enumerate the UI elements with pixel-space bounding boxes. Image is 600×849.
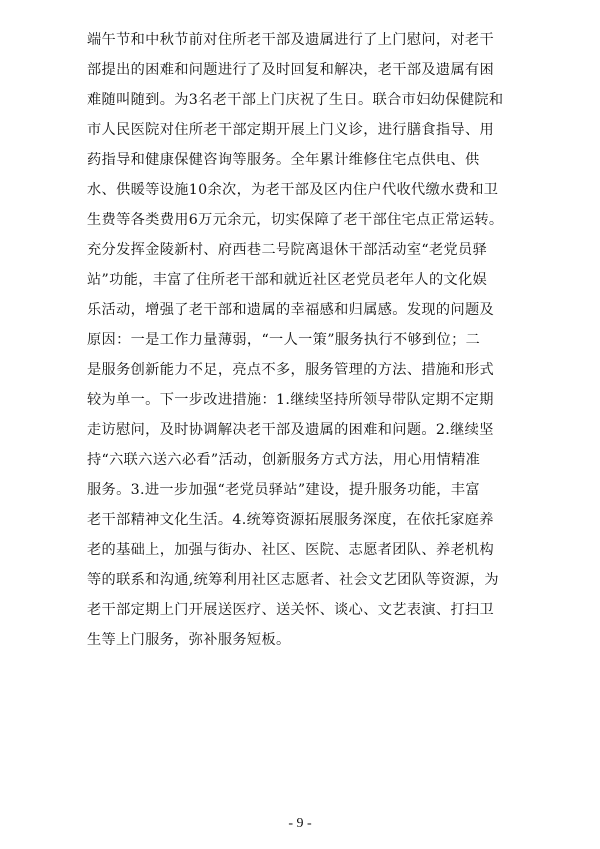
text-line: 乐活动，增强了老干部和遗属的幸福感和归属感。发现的问题及: [87, 302, 495, 318]
text-line: 水、供暖等设施10余次，为老干部及区内住户代收代缴水费和卫: [87, 182, 499, 198]
text-line: 生费等各类费用6万元余元，切实保障了老干部住宅点正常运转。: [87, 212, 504, 228]
text-line: 充分发挥金陵新村、府西巷二号院离退休干部活动室“老党员驿: [87, 242, 488, 258]
text-line: 部提出的困难和问题进行了及时回复和解决，老干部及遗属有困: [87, 62, 495, 78]
text-line: 等的联系和沟通,统筹利用社区志愿者、社会文艺团队等资源，为: [87, 572, 499, 588]
text-line: 端午节和中秋节前对住所老干部及遗属进行了上门慰问，对老干: [87, 32, 495, 48]
text-line: 药指导和健康保健咨询等服务。全年累计维修住宅点供电、供: [87, 152, 480, 168]
page-number: - 9 -: [288, 816, 312, 831]
text-line: 原因：一是工作力量薄弱，“一人一策”服务执行不够到位；二: [87, 332, 481, 348]
text-line: 老干部定期上门开展送医疗、送关怀、谈心、文艺表演、打扫卫: [87, 602, 495, 618]
text-line: 老干部精神文化生活。4.统筹资源拓展服务深度，在依托家庭养: [87, 512, 494, 528]
text-line: 生等上门服务，弥补服务短板。: [87, 632, 291, 648]
text-line: 难随叫随到。为3名老干部上门庆祝了生日。联合市妇幼保健院和: [87, 92, 504, 108]
text-line: 老的基础上，加强与街办、社区、医院、志愿者团队、养老机构: [87, 542, 495, 558]
text-line: 较为单一。下一步改进措施：1.继续坚持所领导带队定期不定期: [87, 392, 494, 408]
text-line: 是服务创新能力不足，亮点不多，服务管理的方法、措施和形式: [87, 362, 495, 378]
text-line: 持“六联六送六必看”活动，创新服务方式方法，用心用情精准: [87, 452, 481, 468]
text-line: 服务。3.进一步加强“老党员驿站”建设，提升服务功能，丰富: [87, 482, 480, 498]
text-line: 走访慰问，及时协调解决老干部及遗属的困难和问题。2.继续坚: [87, 422, 494, 438]
text-line: 站”功能，丰富了住所老干部和就近社区老党员老年人的文化娱: [87, 272, 488, 288]
text-line: 市人民医院对住所老干部定期开展上门义诊，进行膳食指导、用: [87, 122, 495, 138]
